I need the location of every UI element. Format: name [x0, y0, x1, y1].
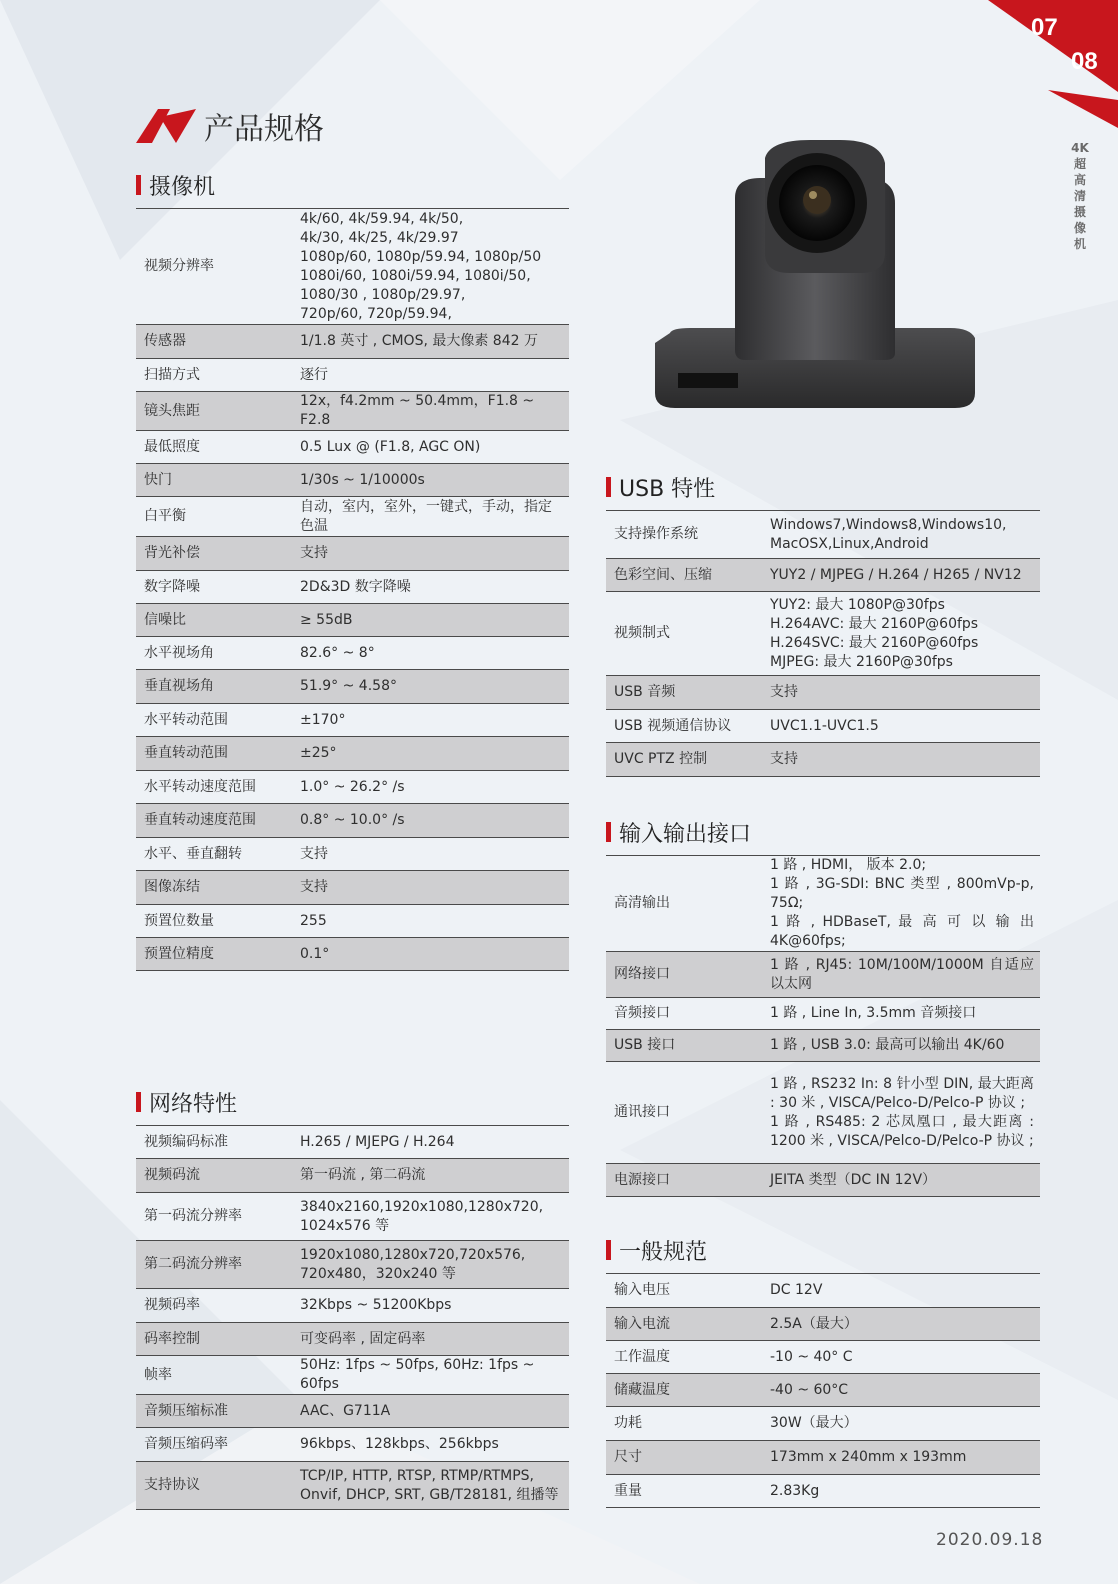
spec-value: 支持 — [300, 545, 328, 561]
spec-value: 51.9° ~ 4.58° — [300, 678, 397, 694]
spec-key: 色彩空间、压缩 — [614, 566, 712, 583]
spec-key: 重量 — [614, 1482, 642, 1499]
side-title: 4K 超高清摄像机 — [1071, 141, 1089, 251]
spec-value: 支持 — [300, 879, 328, 895]
spec-row — [136, 1356, 569, 1395]
section-marker — [136, 175, 141, 195]
section-title: 网络特性 — [149, 1091, 238, 1117]
spec-row — [136, 325, 569, 359]
spec-value: 支持 — [300, 845, 328, 862]
spec-row — [606, 1062, 1040, 1164]
spec-key: 第二码流分辨率 — [144, 1256, 242, 1272]
spec-value: 1920x1080,1280x720,720x576, 720x480，320x240 等 — [300, 1246, 526, 1282]
page-number-right: 08 — [1071, 48, 1098, 75]
spec-key: 输入电流 — [614, 1315, 670, 1332]
spec-key: 第一码流分辨率 — [144, 1208, 242, 1224]
section-title: 摄像机 — [149, 174, 216, 200]
spec-row — [136, 637, 569, 670]
spec-value: ±170° — [300, 711, 346, 728]
general-spec-table — [606, 1273, 1040, 1508]
spec-key: 白平衡 — [144, 508, 186, 524]
spec-key: USB 视频通信协议 — [614, 717, 732, 734]
spec-key: UVC PTZ 控制 — [614, 751, 708, 767]
spec-row — [136, 1323, 569, 1356]
spec-key: 垂直转动范围 — [144, 745, 228, 761]
spec-key: 帧率 — [144, 1366, 172, 1383]
section-marker — [606, 477, 611, 497]
spec-row — [606, 592, 1040, 676]
spec-key: 水平、垂直翻转 — [144, 845, 242, 862]
spec-key: 信噪比 — [144, 611, 186, 628]
section-general — [606, 1233, 1040, 1508]
spec-value: 3840x2160,1920x1080,1280x720, 1024x576 等 — [300, 1198, 544, 1234]
spec-row — [606, 511, 1040, 559]
spec-row — [606, 1441, 1040, 1475]
spec-value: 0.5 Lux @ (F1.8, AGC ON) — [300, 438, 481, 455]
spec-value: JEITA 类型（DC IN 12V） — [770, 1171, 937, 1188]
spec-key: 功耗 — [614, 1415, 642, 1431]
page-number-left: 07 — [1031, 14, 1058, 41]
spec-value: 30W（最大） — [770, 1415, 858, 1431]
spec-value: YUY2: 最大 1080P@30fps H.264AVC: 最大 2160P@60fps H.264SVC: 最大 2160P@60fps MJPEG: 最大 2160P@30fps — [770, 596, 979, 670]
spec-row — [606, 559, 1040, 592]
spec-value: Windows7,Windows8,Windows10, MacOSX,Linux,Android — [770, 516, 1007, 552]
spec-row — [606, 1308, 1040, 1341]
spec-key: 预置位数量 — [144, 912, 214, 929]
spec-key: 工作温度 — [614, 1348, 670, 1365]
spec-row — [606, 998, 1040, 1030]
spec-key: 输入电压 — [614, 1282, 670, 1298]
spec-key: 通讯接口 — [614, 1104, 670, 1120]
main-title-text: 产品规格 — [204, 112, 324, 147]
spec-row — [606, 710, 1040, 743]
spec-key: 网络接口 — [614, 966, 670, 982]
spec-key: 背光补偿 — [144, 545, 200, 561]
section-camera — [136, 168, 569, 971]
section-network — [136, 1085, 569, 1510]
spec-value: 1/1.8 英寸 , CMOS, 最大像素 842 万 — [300, 333, 538, 349]
io-spec-table — [606, 855, 1040, 1197]
spec-row — [136, 497, 569, 537]
section-marker — [606, 1240, 611, 1260]
spec-key: 扫描方式 — [144, 366, 200, 383]
spec-row — [136, 938, 569, 971]
spec-key: 视频分辨率 — [144, 258, 214, 274]
spec-key: USB 音频 — [614, 684, 676, 700]
spec-row — [606, 952, 1040, 998]
spec-row — [606, 743, 1040, 777]
section-marker — [606, 822, 611, 842]
spec-key: 电源接口 — [614, 1171, 670, 1188]
spec-row — [136, 1462, 569, 1510]
spec-row — [136, 431, 569, 464]
spec-value: 自动，室内，室外，一键式，手动，指定色温 — [300, 498, 552, 534]
spec-row — [136, 1289, 569, 1323]
spec-key: 最低照度 — [144, 438, 200, 455]
spec-key: 传感器 — [144, 333, 186, 349]
spec-value: UVC1.1-UVC1.5 — [770, 717, 879, 734]
camera-spec-table — [136, 208, 569, 971]
spec-row — [136, 1241, 569, 1289]
spec-row — [136, 1395, 569, 1428]
spec-row — [136, 804, 569, 838]
spec-key: 水平视场角 — [144, 644, 214, 661]
spec-value: DC 12V — [770, 1282, 823, 1298]
spec-key: 视频码率 — [144, 1297, 200, 1313]
spec-row — [606, 1374, 1040, 1407]
spec-row — [606, 1407, 1040, 1441]
spec-key: USB 接口 — [614, 1037, 676, 1053]
spec-value: 173mm x 240mm x 193mm — [770, 1449, 967, 1465]
spec-row — [136, 1428, 569, 1462]
network-spec-table — [136, 1125, 569, 1510]
spec-row — [136, 871, 569, 905]
spec-value: 1 路 , Line In, 3.5mm 音频接口 — [770, 1005, 977, 1021]
spec-key: 视频制式 — [614, 625, 670, 641]
spec-value: 1 路 , HDMI， 版本 2.0; 1 路 , 3G-SDI: BNC 类型 , 800mVp-p, 75Ω; 1 路 , HDBaseT, 最 高 可 以 输 出 4K@60fps; — [770, 857, 1034, 949]
spec-row — [606, 1475, 1040, 1508]
spec-value: 50Hz: 1fps ~ 50fps, 60Hz: 1fps ~ 60fps — [300, 1357, 535, 1392]
spec-key: 尺寸 — [614, 1449, 642, 1465]
spec-value: 255 — [300, 912, 327, 929]
spec-key: 预置位精度 — [144, 945, 214, 962]
spec-value: 2.83Kg — [770, 1482, 820, 1499]
spec-key: 音频接口 — [614, 1005, 670, 1021]
spec-value: 可变码率 , 固定码率 — [300, 1330, 426, 1347]
spec-key: 水平转动速度范围 — [144, 778, 256, 795]
spec-value: 12x，f4.2mm ~ 50.4mm，F1.8 ~ F2.8 — [300, 393, 535, 428]
spec-key: 数字降噪 — [144, 578, 200, 595]
spec-row — [136, 571, 569, 604]
spec-value: ±25° — [300, 745, 337, 761]
spec-key: 储藏温度 — [614, 1381, 670, 1398]
spec-value: AAC、G711A — [300, 1402, 391, 1419]
spec-key: 音频压缩码率 — [144, 1436, 228, 1452]
spec-key: 音频压缩标准 — [144, 1402, 228, 1419]
spec-value: 1/30s ~ 1/10000s — [300, 471, 425, 488]
spec-row — [606, 856, 1040, 952]
spec-key: 快门 — [144, 471, 172, 488]
spec-key: 水平转动范围 — [144, 711, 228, 728]
spec-value: 0.1° — [300, 945, 330, 962]
spec-value: 第一码流 , 第二码流 — [300, 1167, 426, 1183]
spec-value: 32Kbps ~ 51200Kbps — [300, 1297, 452, 1313]
spec-key: 支持协议 — [144, 1477, 200, 1493]
spec-value: 1.0° ~ 26.2° /s — [300, 778, 405, 795]
spec-key: 垂直视场角 — [144, 678, 214, 694]
publication-date: 2020.09.18 — [936, 1530, 1044, 1550]
brand-logo-icon — [136, 109, 196, 143]
spec-value: H.265 / MJEPG / H.264 — [300, 1133, 455, 1150]
spec-value: 2D&3D 数字降噪 — [300, 578, 411, 595]
spec-row — [606, 676, 1040, 710]
spec-value: 1 路 , RJ45: 10M/100M/1000M 自适应以太网 — [770, 956, 1034, 992]
spec-row — [136, 704, 569, 737]
spec-row — [606, 1164, 1040, 1197]
spec-key: 垂直转动速度范围 — [144, 812, 256, 828]
spec-key: 视频编码标准 — [144, 1133, 228, 1150]
section-title: 一般规范 — [619, 1239, 708, 1265]
camera-product-image — [650, 138, 980, 413]
spec-key: 高清输出 — [614, 895, 670, 911]
page-title — [136, 104, 324, 148]
spec-value: -10 ~ 40° C — [770, 1348, 853, 1365]
spec-row — [136, 1126, 569, 1159]
spec-value: -40 ~ 60°C — [770, 1381, 849, 1398]
usb-spec-table — [606, 510, 1040, 777]
section-marker — [136, 1092, 141, 1112]
spec-key: 镜头焦距 — [144, 402, 200, 419]
spec-value: ≥ 55dB — [300, 611, 353, 628]
section-title: USB 特性 — [619, 476, 716, 502]
spec-value: YUY2 / MJPEG / H.264 / H265 / NV12 — [770, 566, 1022, 583]
spec-row — [606, 1341, 1040, 1374]
spec-row — [136, 537, 569, 571]
spec-row — [136, 670, 569, 704]
spec-row — [136, 604, 569, 637]
spec-row — [136, 1193, 569, 1241]
spec-value: 1 路 , USB 3.0: 最高可以输出 4K/60 — [770, 1037, 1005, 1053]
spec-key: 支持操作系统 — [614, 526, 698, 542]
spec-row — [136, 905, 569, 938]
spec-value: 1 路 , RS232 In: 8 针小型 DIN, 最大距离 : 30 米 , VISCA/Pelco-D/Pelco-P 协议 ; 1 路 , RS485: 2 芯凤凰口 , 最大距离 : 1200 米 , VISCA/Pelco-D/Pelco-P 协议 ; — [770, 1075, 1034, 1149]
spec-row — [136, 209, 569, 325]
spec-row — [136, 737, 569, 771]
spec-value: 4k/60, 4k/59.94, 4k/50, 4k/30, 4k/25, 4k/29.97 1080p/60, 1080p/59.94, 1080p/50 1080i/60, 1080i/59.94, 1080i/50, 1080/30 , 1080p/29.97, 720p/60, 720p/59.94, — [300, 210, 542, 322]
spec-row — [136, 1159, 569, 1193]
spec-value: 0.8° ~ 10.0° /s — [300, 812, 405, 828]
spec-value: 支持 — [770, 684, 798, 700]
spec-key: 码率控制 — [144, 1330, 200, 1347]
spec-row — [136, 359, 569, 392]
spec-row — [606, 1030, 1040, 1062]
spec-key: 图像冻结 — [144, 879, 200, 895]
spec-row — [136, 464, 569, 497]
section-io — [606, 815, 1040, 1197]
spec-value: 82.6° ~ 8° — [300, 644, 375, 661]
section-title: 输入输出接口 — [619, 821, 752, 847]
spec-row — [136, 771, 569, 804]
spec-value: TCP/IP, HTTP, RTSP, RTMP/RTMPS, Onvif, DHCP, SRT, GB/T28181, 组播等 — [300, 1467, 559, 1503]
spec-key: 视频码流 — [144, 1167, 200, 1183]
spec-value: 96kbps、128kbps、256kbps — [300, 1436, 499, 1452]
spec-value: 逐行 — [300, 366, 328, 383]
spec-row — [136, 838, 569, 871]
spec-value: 支持 — [770, 751, 798, 767]
spec-value: 2.5A（最大） — [770, 1315, 858, 1332]
spec-row — [136, 392, 569, 431]
section-usb — [606, 470, 1040, 777]
spec-row — [606, 1274, 1040, 1308]
